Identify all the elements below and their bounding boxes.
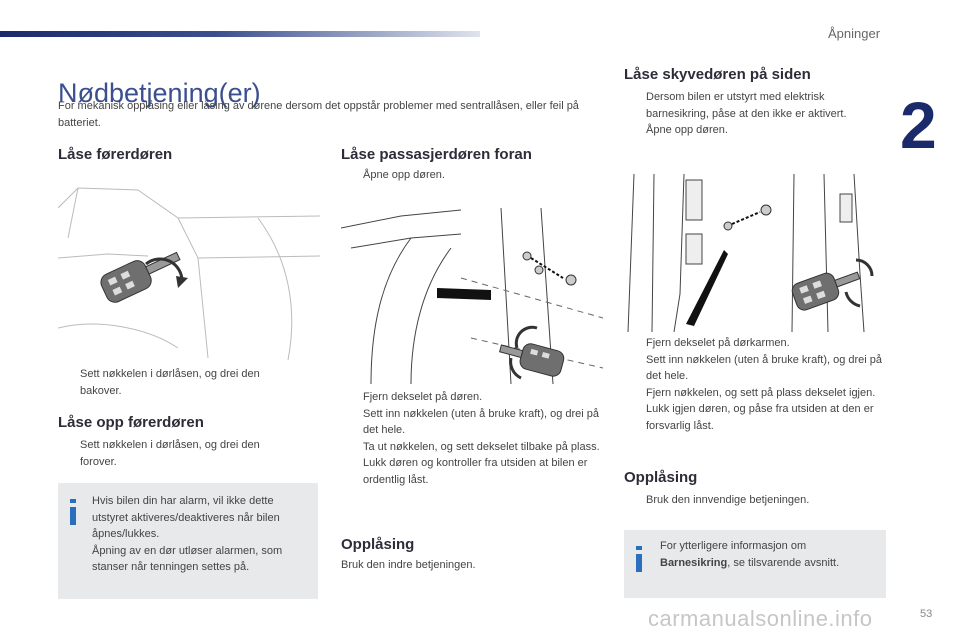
heading-unlocking-passenger: Opplåsing [341,536,415,553]
list-sliding-prepare [624,89,886,139]
info-icon-stem [636,554,642,572]
watermark: carmanualsonline.info [648,606,873,631]
info-icon-stem [70,507,76,525]
list-item: Fjern nøkkelen, og sett på plass dekselet igjen. [646,386,876,399]
list-unlock-driver [58,437,290,470]
header-color-bar [0,31,480,37]
info-box-child-lock [624,530,886,598]
heading-lock-driver-door: Låse førerdøren [58,146,173,163]
list-item: Ta ut nøkkelen, og sett dekselet tilbake på plass. [363,440,600,453]
heading-lock-passenger-door: Låse passasjerdøren foran [341,146,532,163]
text-use-inner-control: Bruk den indre betjeningen. [341,559,476,571]
list-item: Lukk døren og kontroller fra utsiden at bilen er ordentlig låst. [363,457,588,486]
list-item: Sett inn nøkkelen (uten å bruke kraft), og drei på det hele. [646,353,883,382]
list-item: Sett nøkkelen i dørlåsen, og drei den forover. [80,439,260,468]
list-lock-driver [58,366,290,399]
heading-lock-sliding-door: Låse skyvedøren på siden [624,66,811,83]
page-title: Nødbetjening(er) [58,78,261,109]
list-item: Bruk den innvendige betjeningen. [646,494,810,506]
chapter-number: 2 [900,88,937,162]
list-sliding-steps [624,335,886,434]
page-number: 53 [920,608,933,620]
info-text-child-lock: For ytterligere informasjon om Barnesikring, se tilsvarende avsnitt. [660,540,840,569]
list-item: Dersom bilen er utstyrt med elektrisk barnesikring, påse at den ikke er aktivert. [646,91,847,120]
list-passenger-open [341,167,603,184]
intro-text: For mekanisk opplåsing eller låsing av dørene dersom det oppstår problemer med sentrallåsen, eller feil på batteriet. [58,100,579,129]
list-item: Sett inn nøkkelen (uten å bruke kraft), og drei på det hele. [363,407,600,436]
list-item: Lukk igjen døren, og påse fra utsiden at den er forsvarlig låst. [646,403,874,432]
heading-unlock-driver-door: Låse opp førerdøren [58,414,204,431]
figure-driver-door-key [58,178,320,360]
figure-sliding-door-key [624,174,886,332]
list-item: Åpne opp døren. [646,124,728,136]
list-item: Sett nøkkelen i dørlåsen, og drei den bakover. [80,368,260,397]
heading-unlocking-sliding: Opplåsing [624,469,698,486]
list-item: Fjern dekselet på døren. [363,391,483,403]
info-icon [70,499,76,503]
figure-passenger-door-key [341,208,603,384]
chapter-title: Åpninger [828,26,881,41]
info-box-alarm [58,483,318,599]
list-passenger-steps [341,389,606,488]
list-item: Åpne opp døren. [363,169,445,181]
list-sliding-unlock [624,492,886,509]
list-item: Fjern dekselet på dørkarmen. [646,337,790,349]
info-text-alarm: Hvis bilen din har alarm, vil ikke dette utstyret aktiveres/deaktiveres når bilen åpnes/lukkes. Åpning av en dør utløser alarmen, som stanser når tenningen settes på. [92,495,283,573]
info-icon [636,546,642,550]
